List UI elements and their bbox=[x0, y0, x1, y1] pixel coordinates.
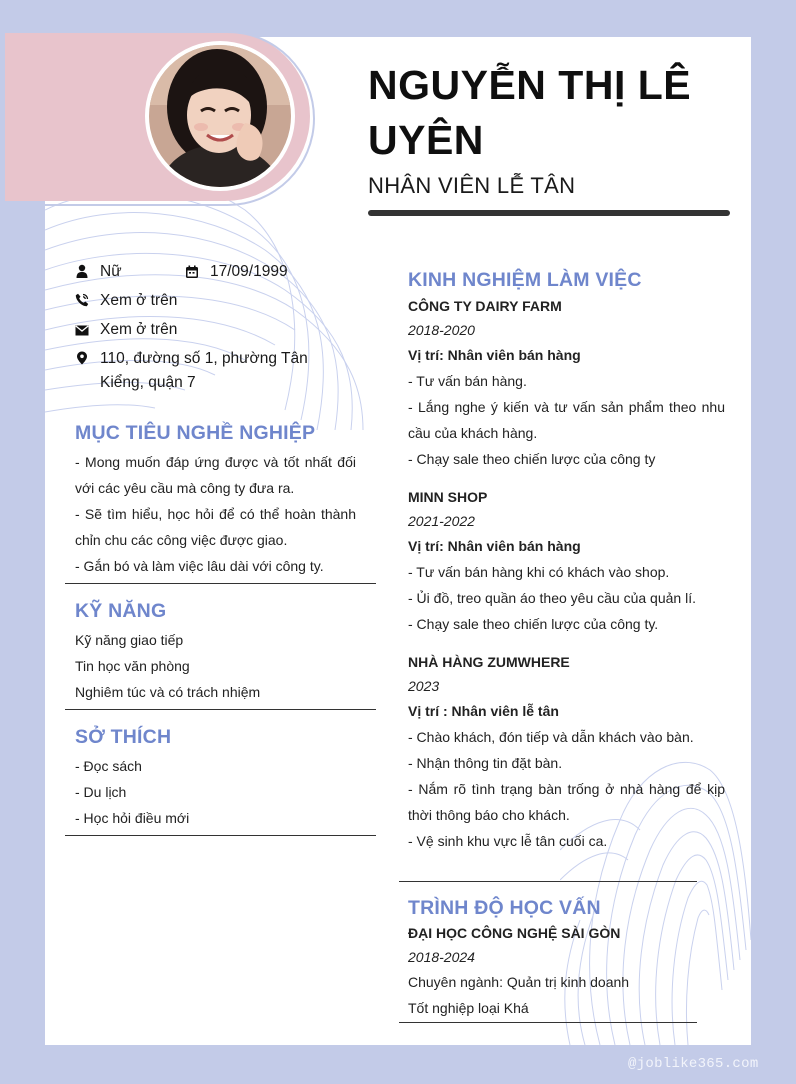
objective-line: - Sẽ tìm hiểu, học hỏi để có thể hoàn thành bbox=[75, 506, 356, 522]
candidate-name-line2: UYÊN bbox=[368, 117, 484, 163]
company-name: NHÀ HÀNG ZUMWHERE bbox=[408, 654, 570, 670]
phone-value: Xem ở trên bbox=[100, 292, 178, 309]
hobby-item: - Du lịch bbox=[75, 784, 127, 800]
phone-icon bbox=[75, 293, 89, 307]
objective-text bbox=[75, 449, 356, 579]
job-duty: - Nắm rõ tình trạng bàn trống ở nhà hàng để kịp bbox=[408, 781, 725, 797]
email-value: Xem ở trên bbox=[100, 321, 178, 338]
skills-list bbox=[75, 627, 260, 705]
company-name: CÔNG TY DAIRY FARM bbox=[408, 298, 562, 314]
section-divider bbox=[399, 881, 697, 882]
job-duty: - Tư vấn bán hàng. bbox=[408, 373, 527, 389]
location-pin-icon bbox=[75, 351, 89, 365]
address-value bbox=[100, 347, 308, 395]
job-duty: - Tư vấn bán hàng khi có khách vào shop. bbox=[408, 564, 670, 580]
section-divider bbox=[65, 835, 376, 836]
education-grade: Tốt nghiệp loại Khá bbox=[408, 1000, 529, 1016]
objective-heading: MỤC TIÊU NGHỀ NGHIỆP bbox=[75, 422, 316, 444]
job-duty: - Chạy sale theo chiến lược của công ty bbox=[408, 451, 656, 467]
birthday-value: 17/09/1999 bbox=[210, 263, 288, 280]
education-entry bbox=[408, 921, 708, 1021]
job-position: Vị trí: Nhân viên bán hàng bbox=[408, 538, 581, 554]
section-divider bbox=[399, 1022, 697, 1023]
school-name: ĐẠI HỌC CÔNG NGHỆ SÀI GÒN bbox=[408, 925, 621, 941]
user-icon bbox=[75, 264, 89, 278]
hobby-item: - Học hỏi điều mới bbox=[75, 810, 190, 826]
skill-item: Kỹ năng giao tiếp bbox=[75, 632, 184, 648]
hobbies-heading: SỞ THÍCH bbox=[75, 726, 172, 748]
job-entry bbox=[408, 650, 725, 854]
address-line2: Kiểng, quận 7 bbox=[100, 374, 196, 391]
mail-icon bbox=[75, 323, 89, 337]
skills-heading: KỸ NĂNG bbox=[75, 600, 167, 622]
watermark: @joblike365.com bbox=[628, 1056, 759, 1072]
gender-value: Nữ bbox=[100, 263, 122, 280]
job-entry bbox=[408, 485, 725, 637]
company-name: MINN SHOP bbox=[408, 489, 488, 505]
education-major: Chuyên ngành: Quản trị kinh doanh bbox=[408, 974, 630, 990]
job-period: 2018-2020 bbox=[408, 322, 475, 338]
avatar bbox=[145, 41, 295, 191]
job-entry bbox=[408, 294, 725, 472]
job-title: NHÂN VIÊN LỄ TÂN bbox=[368, 173, 576, 198]
job-duty: - Nhận thông tin đặt bàn. bbox=[408, 755, 563, 771]
objective-line: chỉn chu các công việc được giao. bbox=[75, 532, 288, 548]
objective-line: với các yêu cầu mà công ty đưa ra. bbox=[75, 480, 295, 496]
skill-item: Tin học văn phòng bbox=[75, 658, 190, 674]
job-duty: - Vệ sinh khu vực lễ tân cuối ca. bbox=[408, 833, 608, 849]
job-duty: - Lắng nghe ý kiến và tư vấn sản phẩm theo nhu bbox=[408, 399, 725, 415]
section-divider bbox=[65, 583, 376, 584]
job-period: 2021-2022 bbox=[408, 513, 475, 529]
address-line1: 110, đường số 1, phường Tân bbox=[100, 350, 308, 367]
job-duty: - Chạy sale theo chiến lược của công ty. bbox=[408, 616, 659, 632]
job-duty: cầu của khách hàng. bbox=[408, 425, 538, 441]
job-position: Vị trí: Nhân viên bán hàng bbox=[408, 347, 581, 363]
job-period: 2023 bbox=[408, 678, 440, 694]
job-duty: - Ủi đồ, treo quần áo theo yêu cầu của quản lí. bbox=[408, 590, 696, 606]
education-period: 2018-2024 bbox=[408, 949, 475, 965]
education-heading: TRÌNH ĐỘ HỌC VẤN bbox=[408, 897, 601, 919]
job-duty: thời thông báo cho khách. bbox=[408, 807, 570, 823]
hobbies-list bbox=[75, 753, 189, 831]
job-position: Vị trí : Nhân viên lễ tân bbox=[408, 703, 559, 719]
candidate-name bbox=[368, 58, 738, 168]
title-underline-bar bbox=[368, 210, 730, 216]
candidate-name-line1: NGUYỄN THỊ LÊ bbox=[368, 62, 692, 108]
job-duty: - Chào khách, đón tiếp và dẫn khách vào bàn. bbox=[408, 729, 694, 745]
hobby-item: - Đọc sách bbox=[75, 758, 142, 774]
experience-heading: KINH NGHIỆM LÀM VIỆC bbox=[408, 269, 642, 291]
skill-item: Nghiêm túc và có trách nhiệm bbox=[75, 684, 261, 700]
objective-line: - Mong muốn đáp ứng được và tốt nhất đối bbox=[75, 454, 356, 470]
section-divider bbox=[65, 709, 376, 710]
calendar-icon bbox=[185, 265, 199, 279]
objective-line: - Gắn bó và làm việc lâu dài với công ty. bbox=[75, 558, 324, 574]
